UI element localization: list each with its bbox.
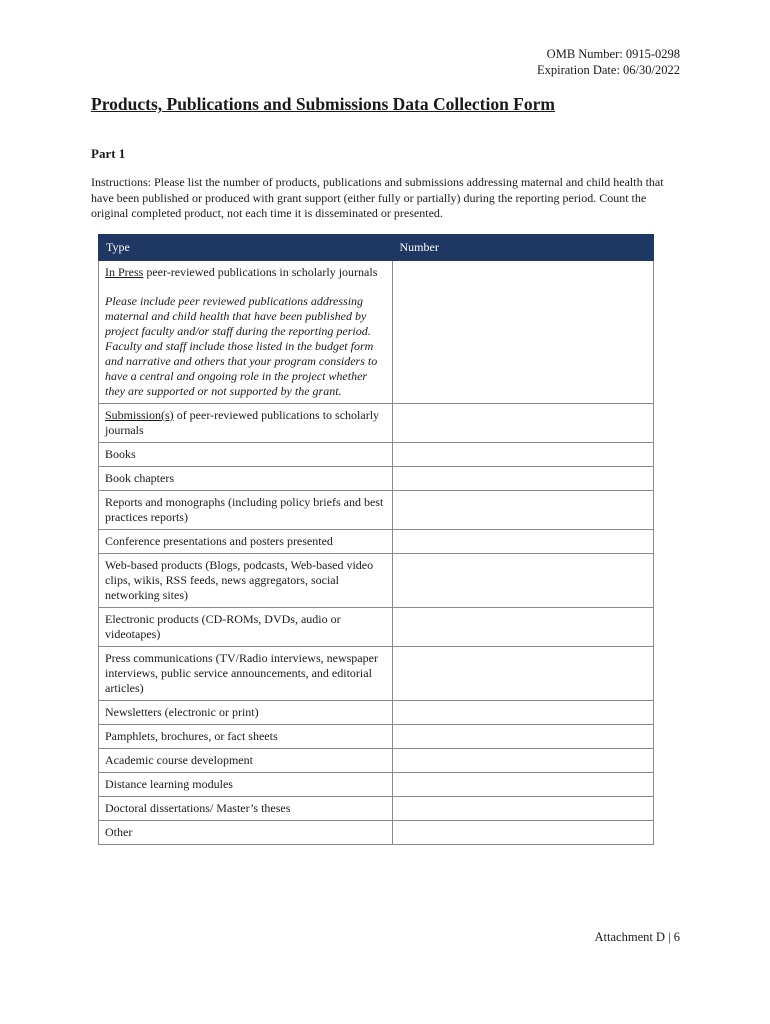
- table-row: [99, 530, 654, 554]
- number-cell[interactable]: [392, 773, 654, 797]
- number-cell[interactable]: [392, 261, 654, 404]
- number-cell[interactable]: [392, 647, 654, 701]
- data-collection-table: [98, 234, 654, 845]
- header-meta: [537, 46, 680, 78]
- type-cell: Web-based products (Blogs, podcasts, Web-based video clips, wikis, RSS feeds, news aggregators, social networking sites): [99, 554, 393, 608]
- type-text: of peer-reviewed publications to scholarly journals: [105, 408, 380, 437]
- type-cell: Electronic products (CD-ROMs, DVDs, audio or videotapes): [99, 608, 393, 647]
- table-row: [99, 443, 654, 467]
- type-cell: Press communications (TV/Radio interviews, newspaper interviews, public service announcements, and editorial articles): [99, 647, 393, 701]
- omb-number: OMB Number: 0915-0298: [546, 47, 680, 61]
- table-row: [99, 725, 654, 749]
- part-label: Part 1: [91, 146, 126, 161]
- table-row: [99, 608, 654, 647]
- type-cell: Doctoral dissertations/ Master’s theses: [99, 797, 393, 821]
- page-title: Products, Publications and Submissions Data Collection Form: [91, 94, 555, 114]
- number-cell[interactable]: [392, 725, 654, 749]
- type-underlined: In Press: [105, 265, 144, 279]
- number-cell[interactable]: [392, 701, 654, 725]
- table-header-row: [99, 235, 654, 261]
- type-cell: Distance learning modules: [99, 773, 393, 797]
- type-cell: [99, 261, 393, 404]
- number-cell[interactable]: [392, 608, 654, 647]
- type-cell: Newsletters (electronic or print): [99, 701, 393, 725]
- instructions-text: Please list the number of products, publications and submissions addressing maternal and child health that have been published or produced with grant support (either fully or partially) during the reporting period. Count the original completed product, not each time it is disseminated or presented.: [91, 175, 664, 220]
- number-cell[interactable]: [392, 491, 654, 530]
- type-cell: Pamphlets, brochures, or fact sheets: [99, 725, 393, 749]
- table-row: [99, 467, 654, 491]
- type-cell: [99, 404, 393, 443]
- type-cell: Reports and monographs (including policy briefs and best practices reports): [99, 491, 393, 530]
- type-cell: Conference presentations and posters presented: [99, 530, 393, 554]
- instructions-label: Instructions:: [91, 175, 151, 189]
- table-row: [99, 404, 654, 443]
- number-cell[interactable]: [392, 821, 654, 845]
- table-row: [99, 554, 654, 608]
- number-cell[interactable]: [392, 404, 654, 443]
- type-underlined: Submission(s): [105, 408, 174, 422]
- number-cell[interactable]: [392, 443, 654, 467]
- type-cell: Book chapters: [99, 467, 393, 491]
- type-text: peer-reviewed publications in scholarly journals: [143, 265, 378, 279]
- number-cell[interactable]: [392, 467, 654, 491]
- number-cell[interactable]: [392, 749, 654, 773]
- type-note: Please include peer reviewed publications addressing maternal and child health that have been published by project faculty and/or staff during the reporting period. Faculty and staff include those listed in the budget form and narrative and others that your program considers to have a central and ongoing role in the project whether they are supported or not supported by the grant.: [105, 294, 378, 398]
- number-cell[interactable]: [392, 554, 654, 608]
- table-row: [99, 749, 654, 773]
- instructions: [91, 175, 686, 222]
- table-row: [99, 773, 654, 797]
- type-cell: Books: [99, 443, 393, 467]
- table-row: [99, 491, 654, 530]
- number-cell[interactable]: [392, 530, 654, 554]
- type-cell: Other: [99, 821, 393, 845]
- table-row: [99, 647, 654, 701]
- table-row: [99, 821, 654, 845]
- table-row: [99, 701, 654, 725]
- type-cell: Academic course development: [99, 749, 393, 773]
- number-cell[interactable]: [392, 797, 654, 821]
- page-footer: Attachment D | 6: [594, 930, 680, 944]
- header-number: Number: [392, 235, 654, 261]
- expiration-date: Expiration Date: 06/30/2022: [536, 63, 680, 77]
- table-row: [99, 797, 654, 821]
- header-type: Type: [99, 235, 393, 261]
- table-row: [99, 261, 654, 404]
